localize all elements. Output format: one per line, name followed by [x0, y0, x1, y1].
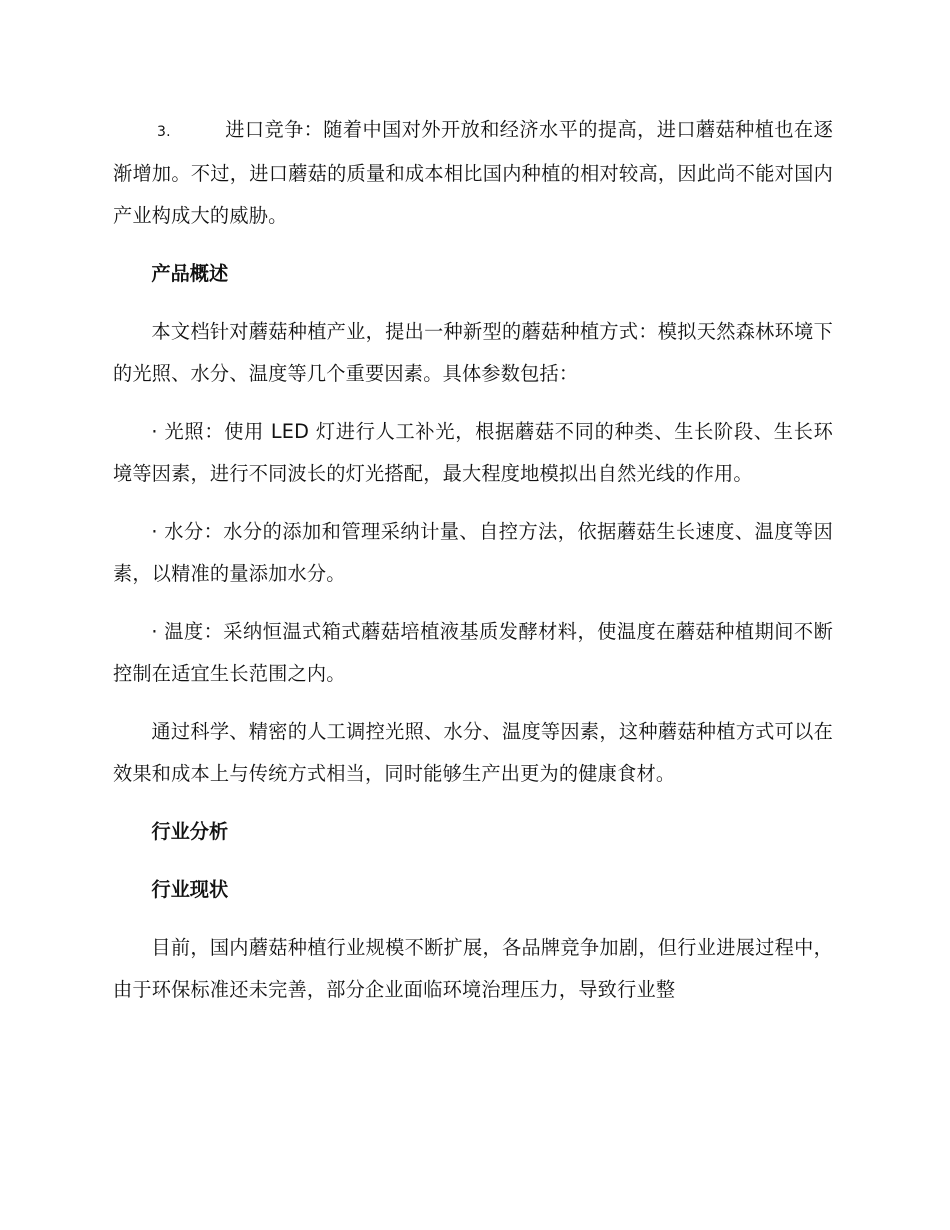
product-overview-intro: 本文档针对蘑菇种植产业，提出一种新型的蘑菇种植方式：模拟天然森林环境下的光照、水分、温度等几个重要因素。具体参数包括： — [113, 320, 833, 385]
section-heading-product-overview: 产品概述 — [151, 262, 229, 285]
item-text: 进口竞争：随着中国对外开放和经济水平的提高，进口蘑菇种植也在逐渐增加。不过，进口蘑菇的质量和成本相比国内种植的相对较高，因此尚不能对国内产业构成大的威胁。 — [113, 118, 833, 227]
industry-status-text: 目前，国内蘑菇种植行业规模不断扩展，各品牌竞争加剧，但行业进展过程中，由于环保标准还未完善，部分企业面临环境治理压力，导致行业整 — [113, 936, 833, 1001]
section-heading-industry-analysis: 行业分析 — [151, 820, 229, 843]
product-overview-summary: 通过科学、精密的人工调控光照、水分、温度等因素，这种蘑菇种植方式可以在效果和成本上与传统方式相当，同时能够生产出更为的健康食材。 — [113, 720, 833, 785]
bullet-water: · 水分：水分的添加和管理采纳计量、自控方法，依据蘑菇生长速度、温度等因素，以精准的量添加水分。 — [113, 520, 833, 585]
numbered-item-3 — [113, 109, 833, 237]
bullet-temperature: · 温度：采纳恒温式箱式蘑菇培植液基质发酵材料，使温度在蘑菇种植期间不断控制在适宜生长范围之内。 — [113, 620, 833, 685]
document-body — [113, 109, 833, 1027]
bullet-light: · 光照：使用 LED 灯进行人工补光，根据蘑菇不同的种类、生长阶段、生长环境等因素，进行不同波长的灯光搭配，最大程度地模拟出自然光线的作用。 — [113, 420, 833, 485]
subsection-heading-industry-status: 行业现状 — [151, 878, 229, 901]
item-number: 3. — [157, 124, 171, 140]
